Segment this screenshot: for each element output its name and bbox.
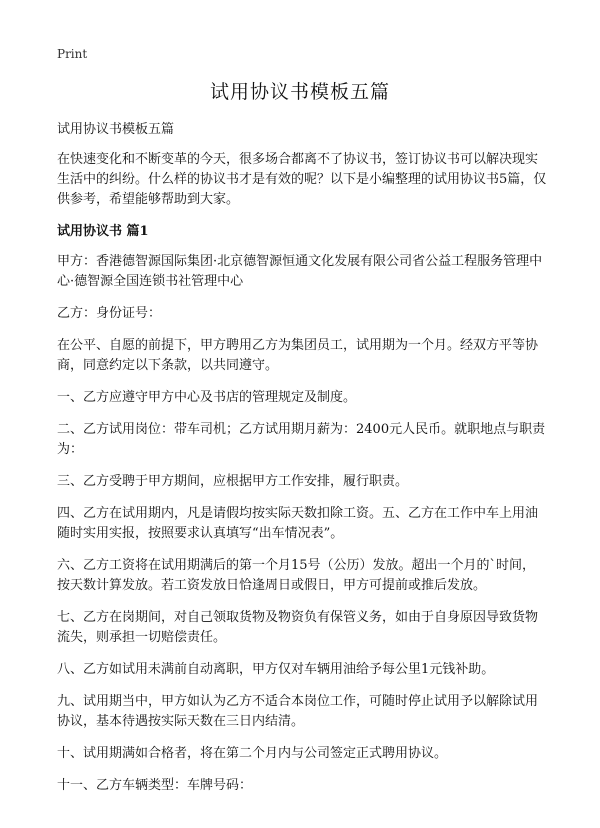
- party-a-paragraph: 甲方：香港德智源国际集团·北京德智源恒通文化发展有限公司省公益工程服务管理中心·德智源全国连锁书社管理中心: [57, 254, 543, 289]
- clause-2: 二、乙方试用岗位：带车司机；乙方试用期月薪为：2400元人民币。就职地点与职责为：: [57, 422, 546, 457]
- clause-4-5: 四、乙方在试用期内，凡是请假均按实际天数扣除工资。五、乙方在工作中车上用油随时实用实报，按照要求认真填写“出车情况表”。: [57, 506, 539, 541]
- clause-3: 三、乙方受聘于甲方期间，应根据甲方工作安排，履行职责。: [57, 474, 409, 489]
- clause-1: 一、乙方应遵守甲方中心及书店的管理规定及制度。: [57, 390, 357, 405]
- section-heading: 试用协议书 篇1: [57, 224, 149, 239]
- party-b-paragraph: 乙方：身份证号：: [57, 306, 162, 321]
- print-link[interactable]: Print: [57, 47, 88, 61]
- document-body: [57, 120, 547, 808]
- document-title: 试用协议书模板五篇: [209, 81, 390, 103]
- document-subtitle: 试用协议书模板五篇: [57, 122, 175, 137]
- clause-10: 十、试用期满如合格者，将在第二个月内与公司签定正式聘用协议。: [57, 746, 448, 761]
- clause-11: 十一、乙方车辆类型：车牌号码：: [57, 778, 253, 793]
- clause-7: 七、乙方在岗期间，对自己领取货物及物资负有保管义务，如由于自身原因导致货物流失，则承担一切赔偿责任。: [57, 610, 539, 645]
- preamble-paragraph: 在公平、自愿的前提下，甲方聘用乙方为集团员工，试用期为一个月。经双方平等协商，同意约定以下条款，以共同遵守。: [57, 338, 539, 373]
- intro-paragraph: 在快速变化和不断变革的今天，很多场合都离不了协议书，签订协议书可以解决现实生活中的纠纷。什么样的协议书才是有效的呢？以下是小编整理的试用协议书5篇，仅供参考，希望能够帮助到大家。: [57, 152, 547, 207]
- clause-6: 六、乙方工资将在试用期满后的第一个月15号（公历）发放。超出一个月的`时间，按天数计算发放。若工资发放日恰逢周日或假日，甲方可提前或推后发放。: [57, 558, 536, 593]
- clause-8: 八、乙方如试用未满前自动离职，甲方仅对车辆用油给予每公里1元钱补助。: [57, 662, 495, 677]
- clause-9: 九、试用期当中，甲方如认为乙方不适合本岗位工作，可随时停止试用予以解除试用协议，基本待遇按实际天数在三日内结清。: [57, 694, 539, 729]
